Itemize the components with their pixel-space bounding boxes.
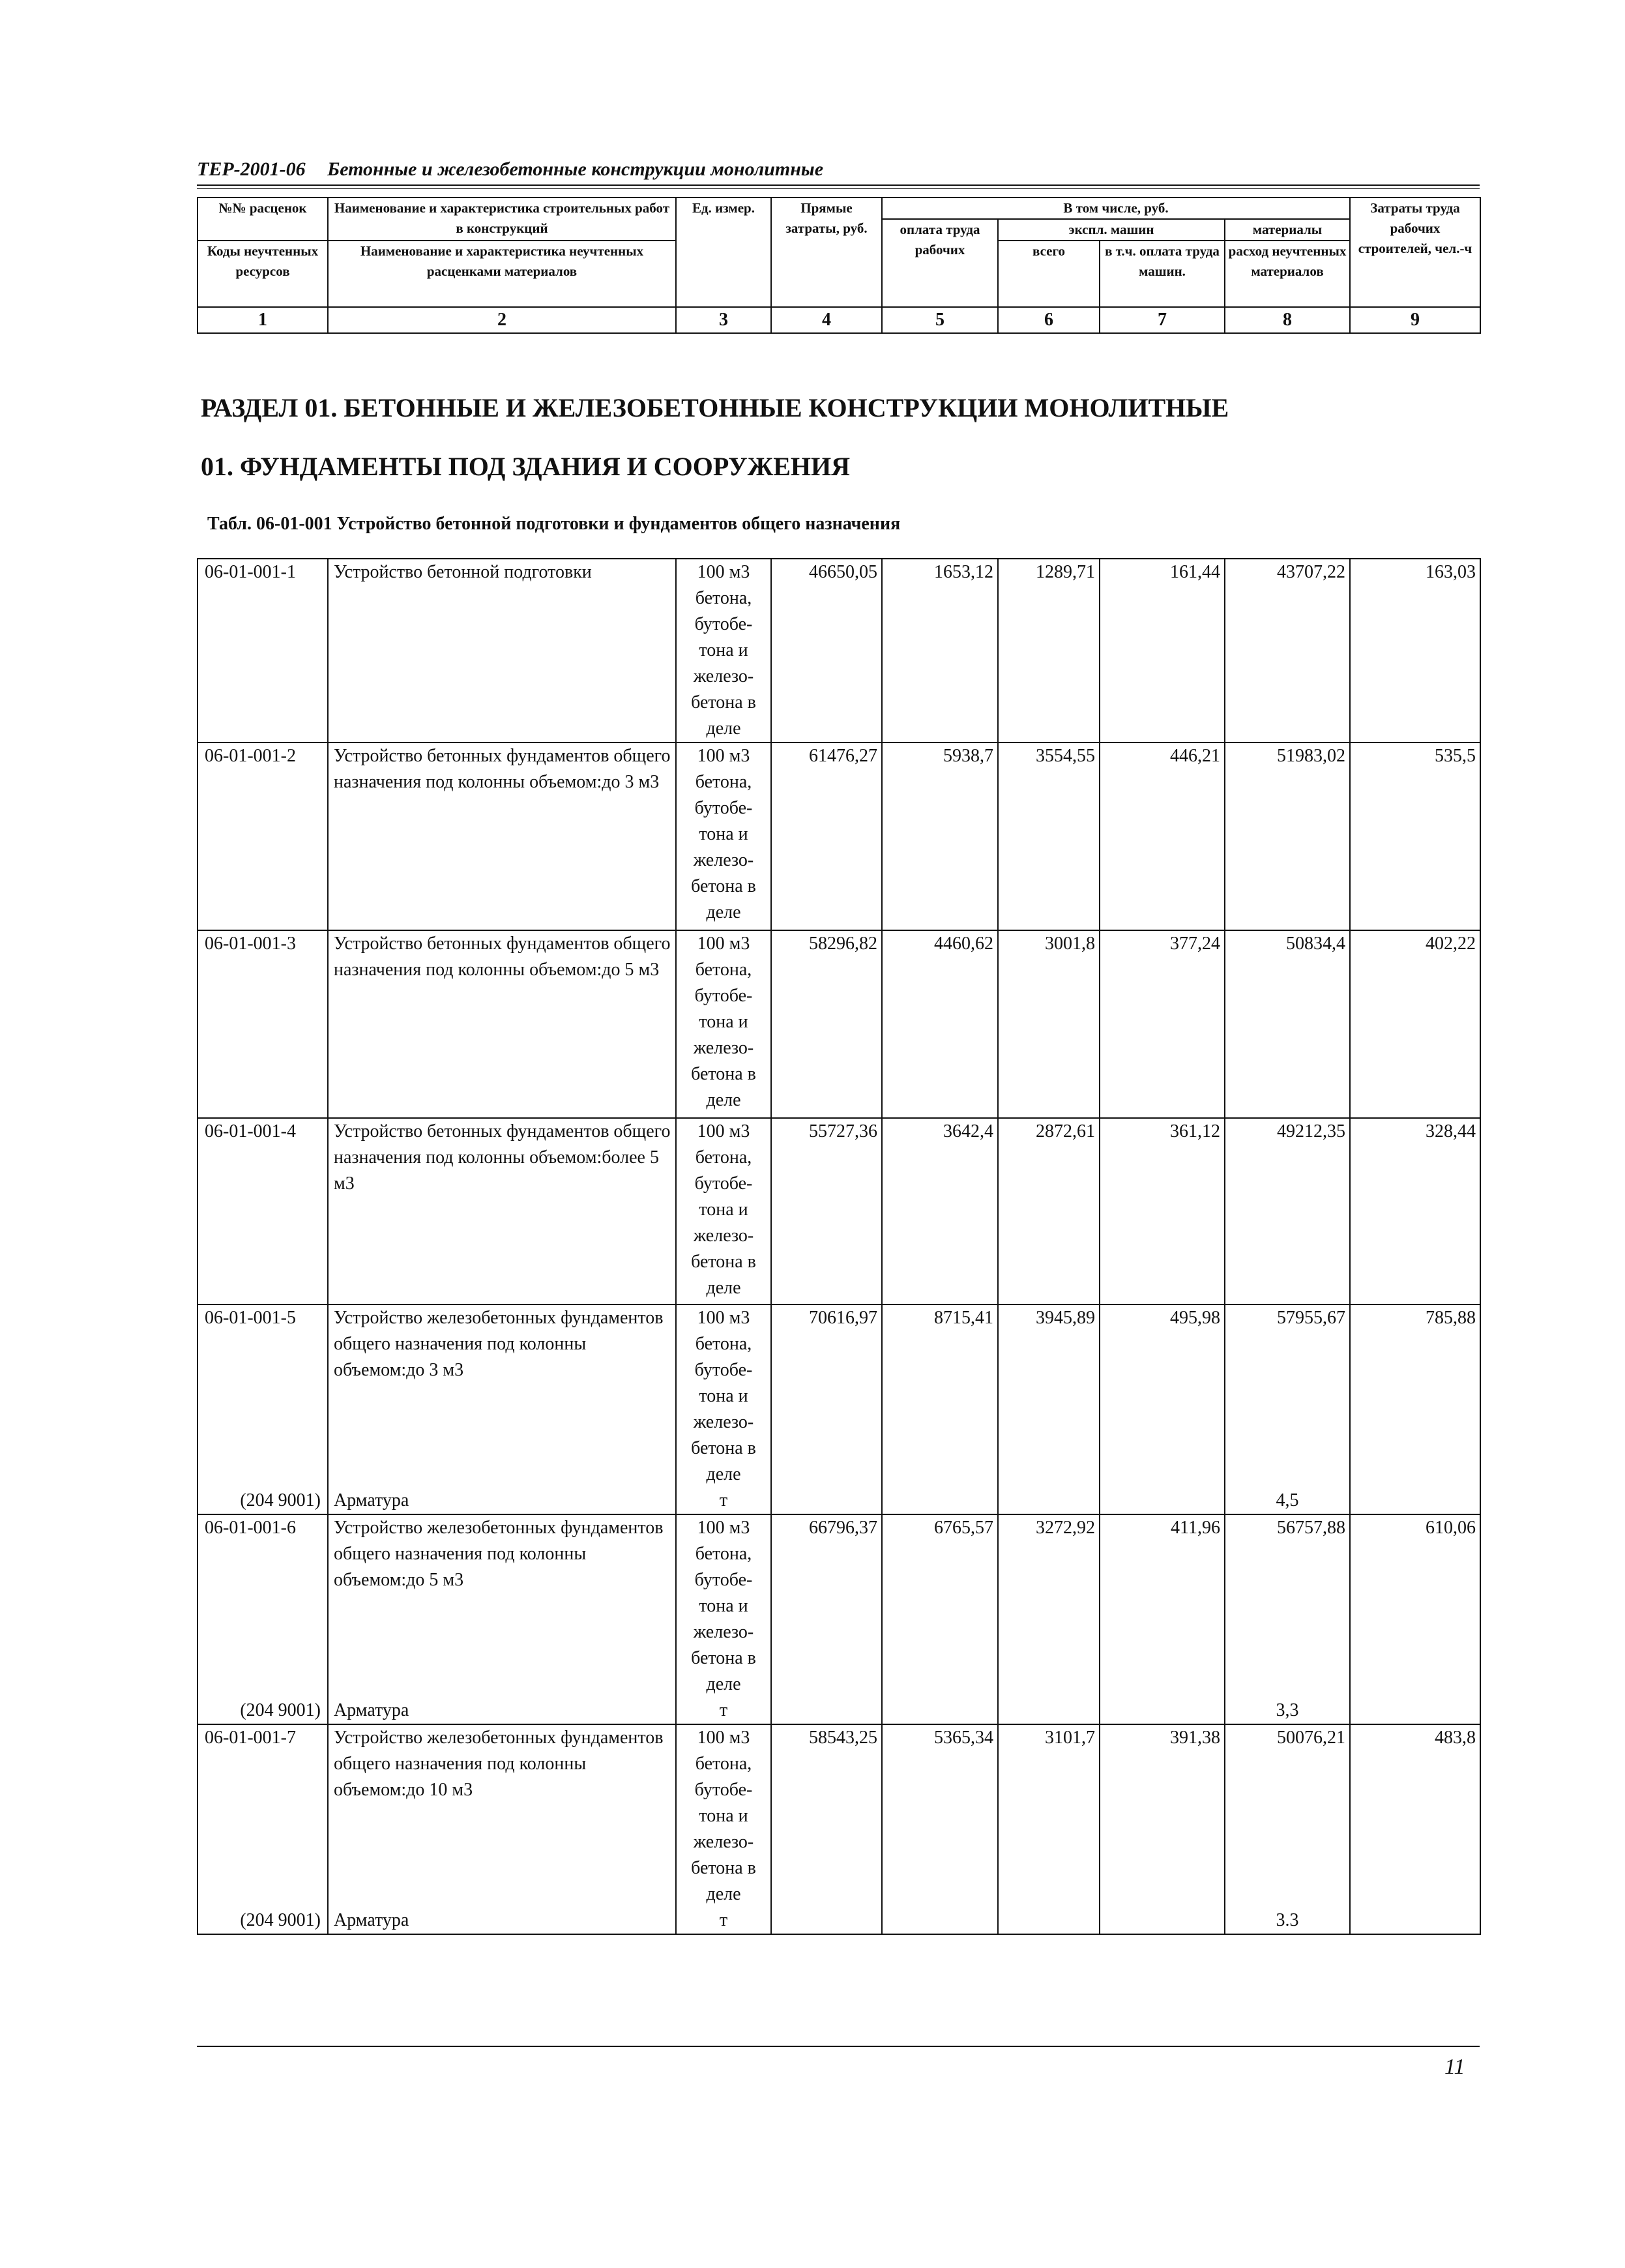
footer-rule <box>197 2046 1480 2047</box>
header-rate-numbers: №№ расценок <box>198 198 328 241</box>
document-code: ТЕР-2001-06 <box>197 158 306 180</box>
rate-code: 06-01-001-6 <box>198 1514 328 1698</box>
section-title: РАЗДЕЛ 01. БЕТОННЫЕ И ЖЕЛЕЗОБЕТОННЫЕ КОНСТРУКЦИИ МОНОЛИТНЫЕ <box>201 393 1229 422</box>
direct-costs: 58543,25 <box>771 1724 882 1907</box>
table-caption: Табл. 06-01-001 Устройство бетонной подготовки и фундаментов общего назначения <box>207 514 901 534</box>
subsection-title: 01. ФУНДАМЕНТЫ ПОД ЗДАНИЯ И СООРУЖЕНИЯ <box>201 452 850 481</box>
labor-hours: 163,03 <box>1350 559 1480 743</box>
material-name: Арматура <box>328 1698 676 1724</box>
header-machines: экспл. машин <box>998 219 1225 241</box>
material-row <box>198 1488 1480 1514</box>
materials: 51983,02 <box>1225 743 1350 930</box>
materials: 49212,35 <box>1225 1118 1350 1304</box>
header-machines-wages: в т.ч. оплата труда машин. <box>1100 241 1225 307</box>
unit: 100 м3 бетона, бутобе- тона и железо- бетона в деле <box>676 1118 771 1304</box>
column-number: 4 <box>771 307 882 333</box>
header-including-group: В том числе, руб. <box>882 198 1350 219</box>
running-head <box>197 158 1480 181</box>
table-row <box>198 1304 1480 1488</box>
work-name: Устройство бетонной подготовки <box>328 559 676 743</box>
unit: 100 м3 бетона, бутобе- тона и железо- бетона в деле <box>676 1304 771 1488</box>
work-name: Устройство железобетонных фундаментов общего назначения под колонны объемом:до 5 м3 <box>328 1514 676 1698</box>
work-name: Устройство бетонных фундаментов общего назначения под колонны объемом:до 3 м3 <box>328 743 676 930</box>
materials: 50834,4 <box>1225 930 1350 1118</box>
machines-total: 3001,8 <box>998 930 1100 1118</box>
unit: 100 м3 бетона, бутобе- тона и железо- бетона в деле <box>676 930 771 1118</box>
rate-code: 06-01-001-7 <box>198 1724 328 1907</box>
wages: 8715,41 <box>882 1304 998 1488</box>
unit: 100 м3 бетона, бутобе- тона и железо- бетона в деле <box>676 559 771 743</box>
machines-wages: 411,96 <box>1100 1514 1225 1698</box>
header-material-consumption: расход неучтенных материалов <box>1225 241 1350 307</box>
page-number: 11 <box>1444 2055 1465 2079</box>
column-number: 6 <box>998 307 1100 333</box>
material-unit: т <box>676 1488 771 1514</box>
work-name: Устройство бетонных фундаментов общего назначения под колонны объемом:до 5 м3 <box>328 930 676 1118</box>
machines-wages: 495,98 <box>1100 1304 1225 1488</box>
labor-hours: 610,06 <box>1350 1514 1480 1698</box>
rate-code: 06-01-001-1 <box>198 559 328 743</box>
machines-total: 1289,71 <box>998 559 1100 743</box>
direct-costs: 58296,82 <box>771 930 882 1118</box>
materials: 57955,67 <box>1225 1304 1350 1488</box>
unit: 100 м3 бетона, бутобе- тона и железо- бетона в деле <box>676 1514 771 1698</box>
header-material-name: Наименование и характеристика неучтенных расценками материалов <box>328 241 676 307</box>
header-direct-costs: Прямые затраты, руб. <box>771 198 882 307</box>
material-unit: т <box>676 1698 771 1724</box>
machines-total: 3101,7 <box>998 1724 1100 1907</box>
material-consumption: 3.3 <box>1225 1907 1350 1934</box>
column-number: 1 <box>198 307 328 333</box>
wages: 3642,4 <box>882 1118 998 1304</box>
resource-code: (204 9001) <box>198 1907 328 1934</box>
materials: 43707,22 <box>1225 559 1350 743</box>
table-row <box>198 930 1480 1118</box>
direct-costs: 70616,97 <box>771 1304 882 1488</box>
column-number: 2 <box>328 307 676 333</box>
direct-costs: 66796,37 <box>771 1514 882 1698</box>
rates-table <box>197 558 1481 1935</box>
work-name: Устройство железобетонных фундаментов общего назначения под колонны объемом:до 3 м3 <box>328 1304 676 1488</box>
table-row <box>198 1514 1480 1698</box>
material-consumption: 4,5 <box>1225 1488 1350 1514</box>
material-name: Арматура <box>328 1907 676 1934</box>
column-number: 7 <box>1100 307 1225 333</box>
direct-costs: 46650,05 <box>771 559 882 743</box>
direct-costs: 55727,36 <box>771 1118 882 1304</box>
column-number: 8 <box>1225 307 1350 333</box>
wages: 5365,34 <box>882 1724 998 1907</box>
table-row <box>198 1118 1480 1304</box>
machines-total: 3554,55 <box>998 743 1100 930</box>
machines-wages: 391,38 <box>1100 1724 1225 1907</box>
material-row <box>198 1698 1480 1724</box>
machines-wages: 377,24 <box>1100 930 1225 1118</box>
machines-total: 3945,89 <box>998 1304 1100 1488</box>
table-row <box>198 559 1480 743</box>
resource-code: (204 9001) <box>198 1488 328 1514</box>
machines-total: 3272,92 <box>998 1514 1100 1698</box>
header-materials: материалы <box>1225 219 1350 241</box>
work-name: Устройство железобетонных фундаментов общего назначения под колонны объемом:до 10 м3 <box>328 1724 676 1907</box>
material-row <box>198 1907 1480 1934</box>
material-consumption: 3,3 <box>1225 1698 1350 1724</box>
labor-hours: 402,22 <box>1350 930 1480 1118</box>
labor-hours: 785,88 <box>1350 1304 1480 1488</box>
machines-total: 2872,61 <box>998 1118 1100 1304</box>
column-header-table <box>197 197 1481 334</box>
machines-wages: 446,21 <box>1100 743 1225 930</box>
header-wages: оплата труда рабочих <box>882 219 998 307</box>
rate-code: 06-01-001-2 <box>198 743 328 930</box>
direct-costs: 61476,27 <box>771 743 882 930</box>
labor-hours: 483,8 <box>1350 1724 1480 1907</box>
resource-code: (204 9001) <box>198 1698 328 1724</box>
header-machines-total: всего <box>998 241 1100 307</box>
wages: 4460,62 <box>882 930 998 1118</box>
header-unit: Ед. измер. <box>676 198 771 307</box>
column-number: 5 <box>882 307 998 333</box>
header-rule <box>197 184 1480 186</box>
wages: 1653,12 <box>882 559 998 743</box>
header-work-name: Наименование и характеристика строительных работ в конструкций <box>328 198 676 241</box>
machines-wages: 161,44 <box>1100 559 1225 743</box>
labor-hours: 535,5 <box>1350 743 1480 930</box>
labor-hours: 328,44 <box>1350 1118 1480 1304</box>
wages: 6765,57 <box>882 1514 998 1698</box>
header-labor-hours: Затраты труда рабочих строителей, чел.-ч <box>1350 198 1480 307</box>
materials: 56757,88 <box>1225 1514 1350 1698</box>
rate-code: 06-01-001-3 <box>198 930 328 1118</box>
material-name: Арматура <box>328 1488 676 1514</box>
header-rule-thin <box>197 188 1480 189</box>
document-title: Бетонные и железобетонные конструкции монолитные <box>327 158 824 180</box>
materials: 50076,21 <box>1225 1724 1350 1907</box>
unit: 100 м3 бетона, бутобе- тона и железо- бетона в деле <box>676 1724 771 1907</box>
header-resource-codes: Коды неучтенных ресурсов <box>198 241 328 307</box>
work-name: Устройство бетонных фундаментов общего назначения под колонны объемом:более 5 м3 <box>328 1118 676 1304</box>
table-row <box>198 743 1480 930</box>
machines-wages: 361,12 <box>1100 1118 1225 1304</box>
table-row <box>198 1724 1480 1907</box>
wages: 5938,7 <box>882 743 998 930</box>
rate-code: 06-01-001-4 <box>198 1118 328 1304</box>
column-number: 9 <box>1350 307 1480 333</box>
material-unit: т <box>676 1907 771 1934</box>
column-number: 3 <box>676 307 771 333</box>
unit: 100 м3 бетона, бутобе- тона и железо- бетона в деле <box>676 743 771 930</box>
rate-code: 06-01-001-5 <box>198 1304 328 1488</box>
